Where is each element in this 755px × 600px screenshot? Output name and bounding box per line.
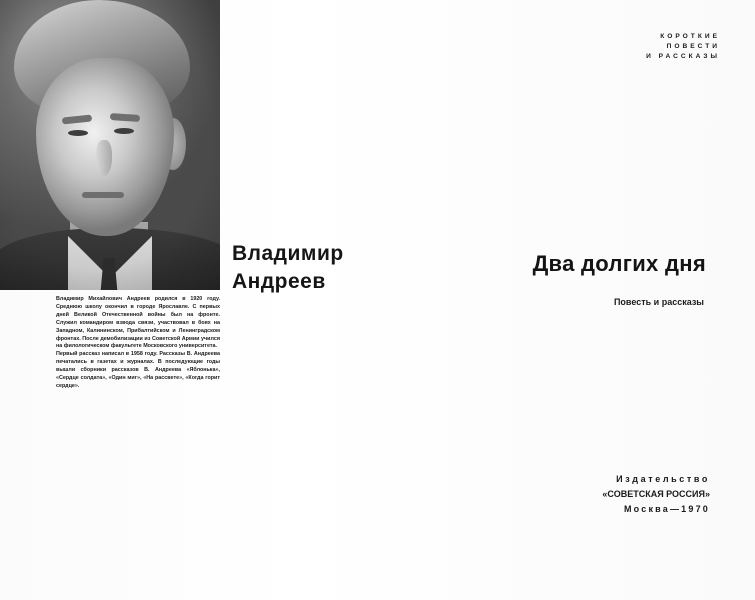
author-name (232, 240, 344, 296)
author-last-name: Андреев (232, 270, 326, 293)
author-portrait (0, 0, 220, 290)
imprint-publisher-label: Издательство (616, 474, 710, 484)
portrait-vignette (0, 0, 220, 290)
series-line: И РАССКАЗЫ (646, 53, 720, 60)
publisher-imprint (560, 472, 710, 517)
bio-paragraph: Владимир Михайлович Андреев родился в 1920 году. Среднюю школу окончил в городе Ярославле. С первых дней Великой Отечественной войны был на фронте. Служил командиром взвода связи, участвовал в боях на Западном, Калининском, Прибалтийском и Ленинградском фронтах. После демобилизации из Советской Армии учился на филологическом факультете Московского университета. (56, 296, 220, 350)
book-subtitle: Повесть и рассказы (613, 297, 704, 307)
book-title: Два долгих дня (532, 251, 706, 276)
series-label (600, 32, 720, 62)
bio-paragraph: Первый рассказ написал в 1958 году. Рассказы В. Андреева печатались в газетах и журналах. В последующие годы вышли сборники рассказов В. Андреева «Яблонька», «Сердце солдата», «Один миг», «На рассвете», «Когда горит сердце». (56, 351, 220, 389)
series-line: ПОВЕСТИ (666, 43, 720, 50)
imprint-city-year: Москва—1970 (623, 504, 710, 514)
author-first-name: Владимир (232, 242, 344, 265)
imprint-publisher-name: «СОВЕТСКАЯ РОССИЯ» (602, 489, 710, 499)
author-biography (56, 296, 220, 391)
series-line: КОРОТКИЕ (660, 33, 720, 40)
